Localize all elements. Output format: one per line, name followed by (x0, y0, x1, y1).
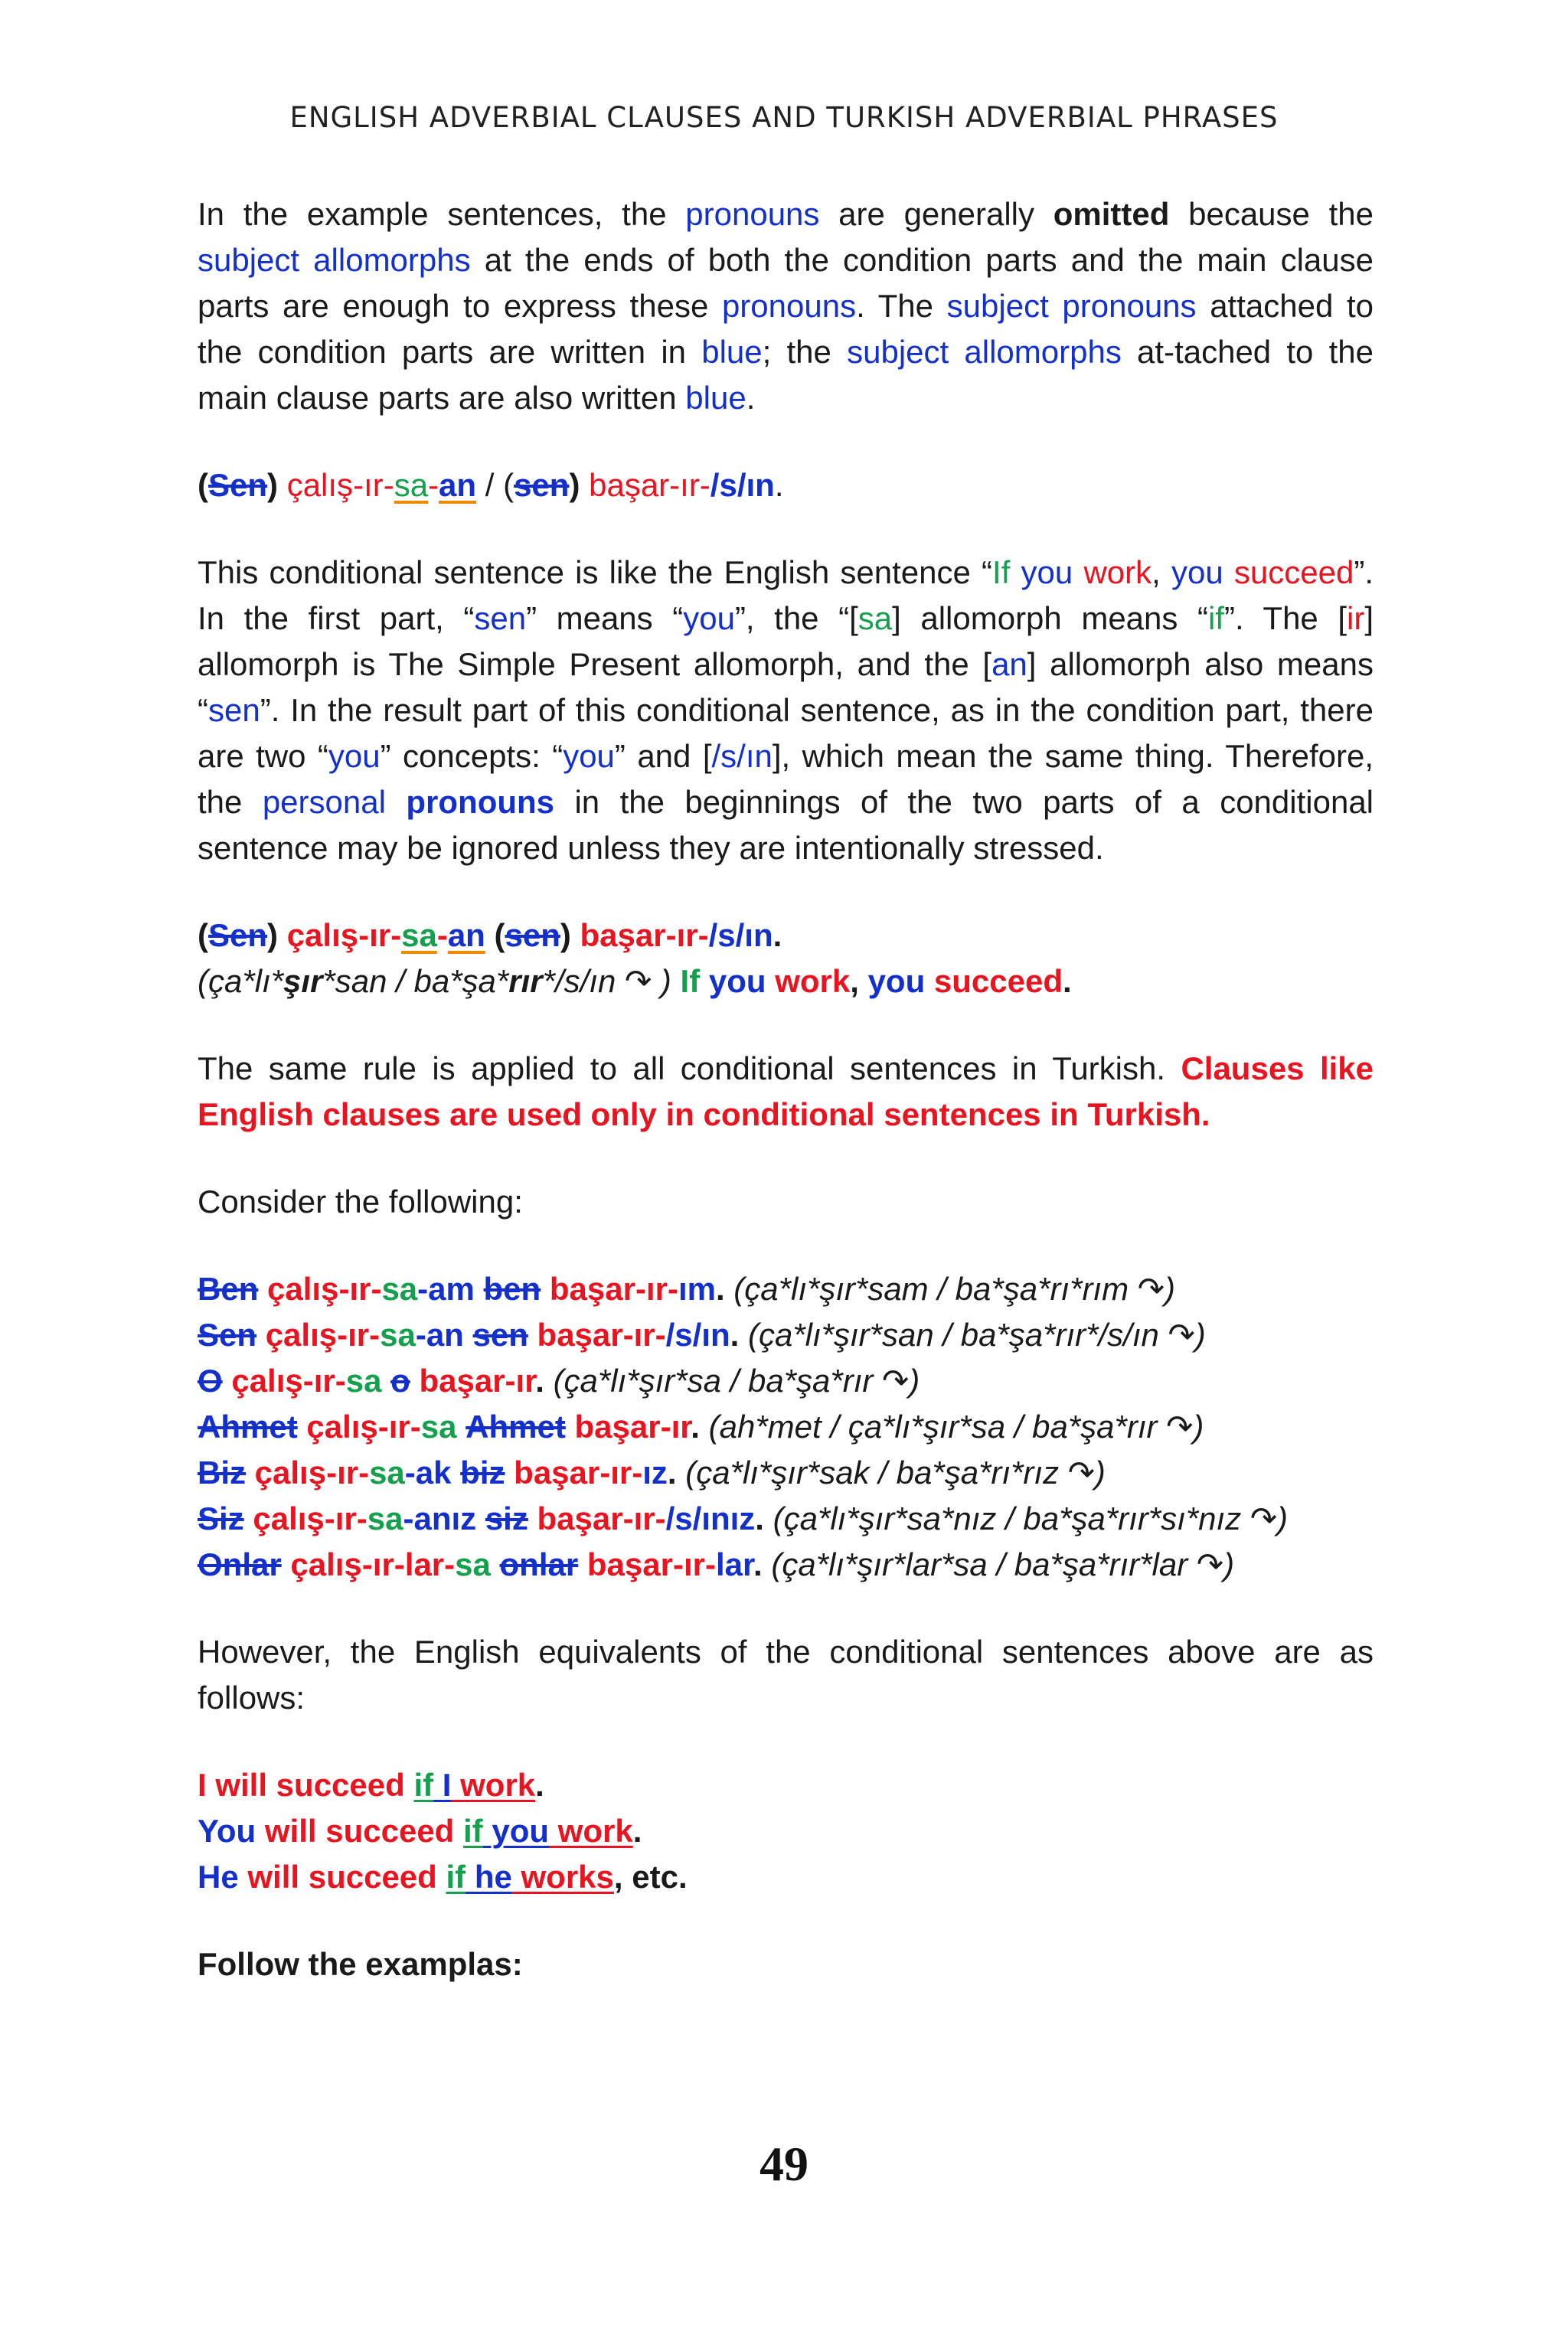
person-suffix: -an (415, 1317, 464, 1353)
subject-pronoun: Siz (198, 1500, 244, 1536)
result-suffix: /s/ınız (665, 1500, 756, 1536)
pronunciation: (ça*lı*şır*lar*sa / ba*şa*rır*lar ↷) (762, 1546, 1235, 1582)
result-suffix: /s/ın (665, 1317, 730, 1353)
result-pronoun: sen (472, 1317, 528, 1353)
consider-heading: Consider the following: (198, 1184, 523, 1220)
condition-subject: you (482, 1813, 550, 1849)
condition-subject: he (466, 1859, 512, 1895)
if-word: if (413, 1767, 434, 1803)
conjugation-row (198, 1312, 1374, 1358)
result-suffix: lar (715, 1546, 754, 1582)
result-verb: başar-ır- (505, 1455, 643, 1491)
condition-suffix: sa (345, 1363, 382, 1399)
condition-suffix: sa (381, 1271, 418, 1307)
condition-suffix: sa (455, 1546, 491, 1582)
condition-verb: çalış-ır- (256, 1317, 381, 1353)
main-clause: will succeed (206, 1767, 414, 1803)
running-header: ENGLISH ADVERBIAL CLAUSES AND TURKISH ADVERBIAL PHRASES (289, 101, 1279, 134)
conjugation-list (198, 1266, 1374, 1588)
pronunciation: (ça*lı*şır*sak / ba*şa*rı*rız ↷) (676, 1455, 1106, 1491)
pronunciation: (ça*lı*şır*sa / ba*şa*rır ↷) (544, 1363, 920, 1399)
paragraph-explanation: This conditional sentence is like the English sentence “If you work, you succeed”. In the first part, “sen” means “you”, the “[sa] allomorph means “if”. The [ir] allomorph is The Simple Present allomorph, and the [an] allomorph also means “sen”. In the result part of this conditional sentence, as in the condition part, there are two “you” concepts: “you” and [/s/ın], which mean the same thing. Therefore, the personal pronouns in the beginnings of the two parts of a conditional sentence may be ignored unless they are intentionally stressed. (198, 554, 1374, 866)
page-body (198, 191, 1374, 2029)
person-suffix: -anız (403, 1500, 477, 1536)
condition-suffix: sa (420, 1409, 457, 1445)
result-pronoun: siz (485, 1500, 528, 1536)
subject-pronoun: Biz (198, 1455, 246, 1491)
result-verb: başar-ır- (528, 1317, 666, 1353)
condition-subject: I (433, 1767, 452, 1803)
page-number: 49 (760, 2137, 808, 2191)
punctuation: . (691, 1409, 700, 1445)
punctuation: . (730, 1317, 740, 1353)
condition-verb: works (511, 1859, 614, 1895)
conjugation-row (198, 1404, 1374, 1450)
result-verb: başar-ır- (528, 1500, 666, 1536)
main-clause: will succeed (238, 1859, 446, 1895)
paragraph-however: However, the English equivalents of the conditional sentences above are as follows: (198, 1634, 1374, 1716)
pronunciation: (ah*met / ça*lı*şır*sa / ba*şa*rır ↷) (699, 1409, 1204, 1445)
condition-suffix: sa (367, 1500, 403, 1536)
result-suffix: ım (678, 1271, 716, 1307)
condition-verb: çalış-ır- (258, 1271, 382, 1307)
follow-examples-heading: Follow the examplas: (198, 1946, 523, 1982)
condition-verb: work (549, 1813, 633, 1849)
main-subject: I (198, 1767, 207, 1803)
sentence-tail: . (632, 1813, 642, 1849)
pronunciation: (ça*lı*şır*san / ba*şa*rır*/s/ın ↷) (739, 1317, 1206, 1353)
result-pronoun: biz (460, 1455, 505, 1491)
punctuation: . (667, 1455, 677, 1491)
result-suffix: ız (642, 1455, 668, 1491)
condition-suffix: sa (380, 1317, 416, 1353)
result-pronoun: o (390, 1363, 410, 1399)
english-sentence (198, 1854, 1374, 1900)
main-subject: You (198, 1813, 256, 1849)
if-word: if (463, 1813, 483, 1849)
example-sentence-2 (198, 913, 1374, 1004)
conjugation-row (198, 1358, 1374, 1404)
subject-pronoun: Ahmet (198, 1409, 298, 1445)
result-verb: başar-ır (410, 1363, 536, 1399)
condition-verb: çalış-ır- (246, 1455, 370, 1491)
result-verb: başar-ır- (541, 1271, 678, 1307)
condition-verb: çalış-ır-lar- (281, 1546, 456, 1582)
pronunciation: (ça*lı*şır*sa*nız / ba*şa*rır*sı*nız ↷) (763, 1500, 1289, 1536)
result-pronoun: ben (483, 1271, 541, 1307)
subject-pronoun: Sen (198, 1317, 257, 1353)
paragraph-pronouns-omitted: In the example sentences, the pronouns are generally omitted because the subject allomorphs at the ends of both the condition parts and the main clause parts are enough to express these pronouns. The subject pronouns attached to the condition parts are written in blue; the subject allomorphs at-tached to the main clause parts are also written blue. (198, 196, 1374, 416)
english-sentence (198, 1808, 1374, 1854)
result-verb: başar-ır- (578, 1546, 716, 1582)
person-suffix: -ak (404, 1455, 452, 1491)
subject-pronoun: O (198, 1363, 223, 1399)
sentence-tail: , etc. (613, 1859, 688, 1895)
pronunciation: (ça*lı*şır*sam / ba*şa*rı*rım ↷) (724, 1271, 1175, 1307)
condition-verb: çalış-ır- (222, 1363, 346, 1399)
condition-verb: çalış-ır- (297, 1409, 421, 1445)
condition-verb: çalış-ır- (243, 1500, 368, 1536)
result-verb: başar-ır (565, 1409, 691, 1445)
subject-pronoun: Onlar (198, 1546, 282, 1582)
punctuation: . (535, 1363, 544, 1399)
conjugation-row (198, 1542, 1374, 1588)
example-sentence-1: (Sen) çalış-ır-sa-an / (sen) başar-ır-/s/ın. (198, 467, 784, 503)
result-pronoun: onlar (499, 1546, 579, 1582)
conjugation-row (198, 1450, 1374, 1496)
english-sentence (198, 1762, 1374, 1808)
condition-verb: work (451, 1767, 536, 1803)
example-2-turkish: (Sen) çalış-ır-sa-an (sen) başar-ır-/s/ın. (198, 917, 782, 953)
sentence-tail: . (535, 1767, 544, 1803)
conjugation-row (198, 1266, 1374, 1312)
person-suffix: -am (417, 1271, 475, 1307)
paragraph-rule: The same rule is applied to all conditional sentences in Turkish. Clauses like English clauses are used only in conditional sentences in Turkish. (198, 1050, 1374, 1132)
example-2-pronunciation: (ça*lı*şır*san / ba*şa*rır*/s/ın ↷ ) If you work, you succeed. (198, 963, 1072, 999)
conjugation-row (198, 1496, 1374, 1542)
punctuation: . (715, 1271, 725, 1307)
punctuation: . (753, 1546, 763, 1582)
subject-pronoun: Ben (198, 1271, 259, 1307)
if-word: if (446, 1859, 466, 1895)
main-clause: will succeed (256, 1813, 464, 1849)
result-pronoun: Ahmet (466, 1409, 566, 1445)
condition-suffix: sa (369, 1455, 405, 1491)
punctuation: . (755, 1500, 764, 1536)
english-equivalents-list (198, 1762, 1374, 1900)
main-subject: He (198, 1859, 239, 1895)
